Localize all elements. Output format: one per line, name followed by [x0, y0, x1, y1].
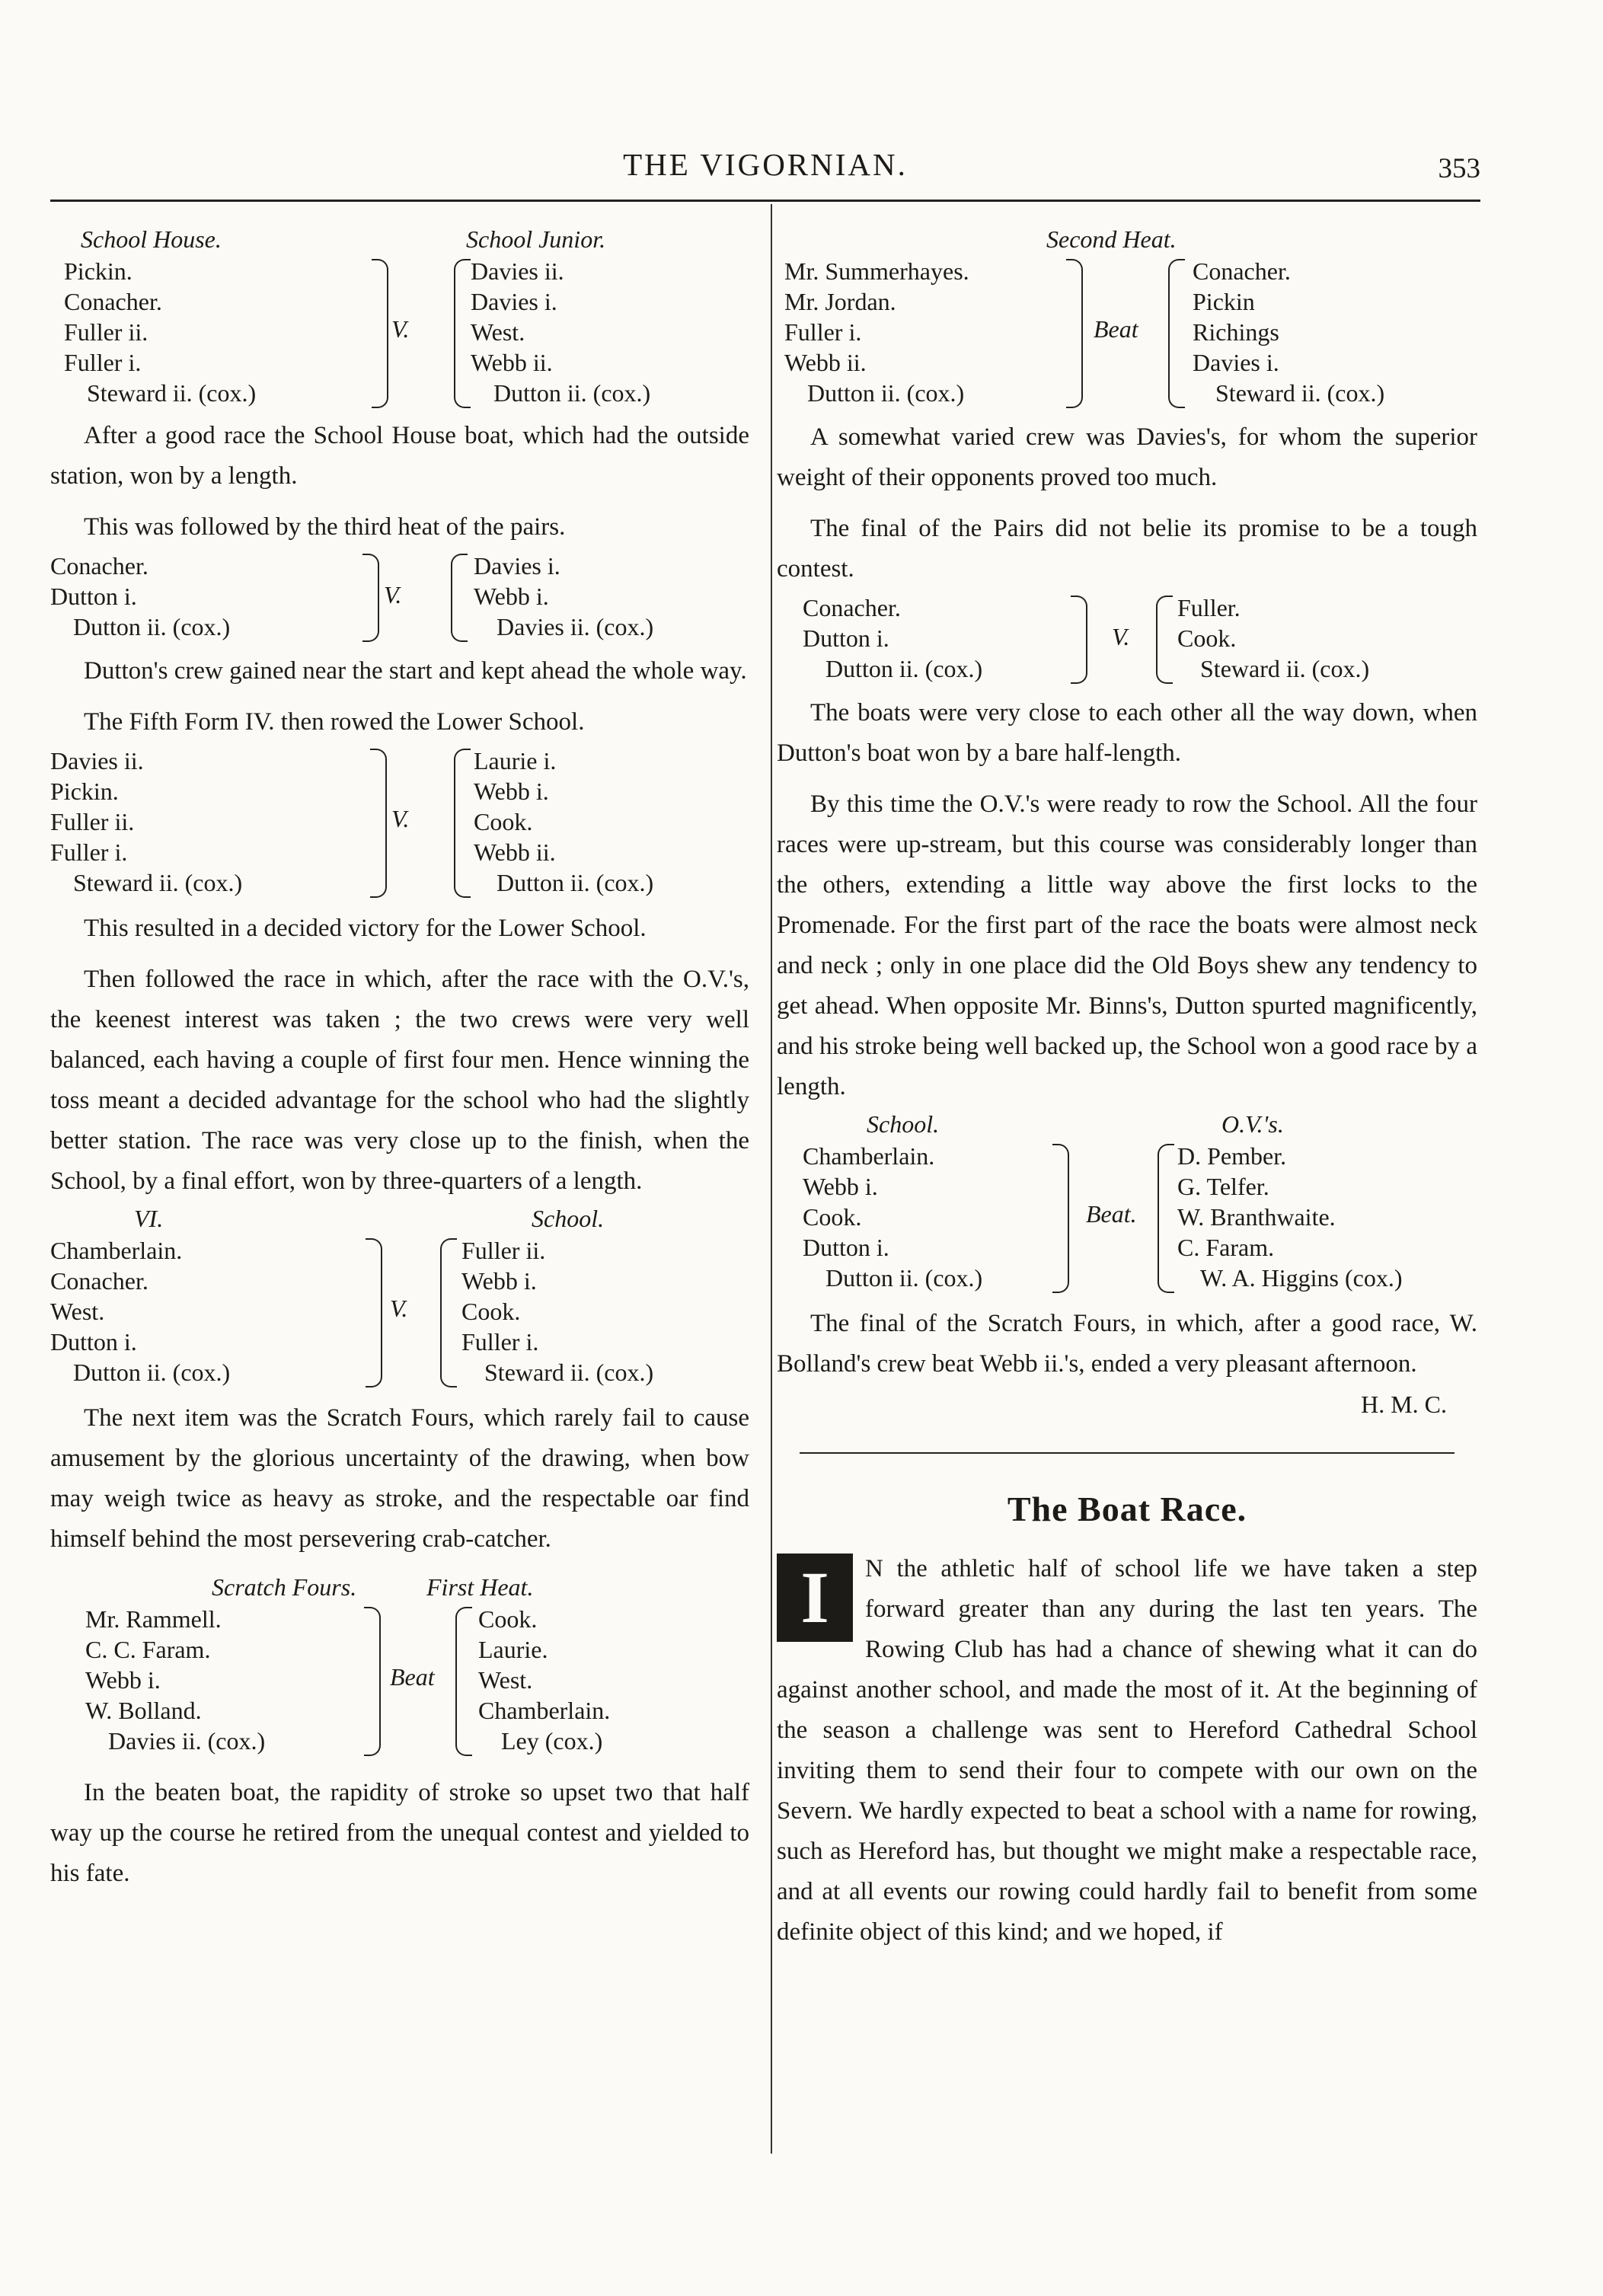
- crew-member: Laurie.: [478, 1636, 548, 1663]
- right-column: [777, 222, 1477, 1953]
- brace: [1158, 1144, 1174, 1293]
- crew-member: Fuller i.: [461, 1328, 539, 1356]
- race-school-vs-old-vigornians: [777, 1110, 1477, 1298]
- left-column: [50, 222, 749, 1894]
- crew-member: Conacher.: [803, 594, 901, 621]
- crew-member: Webb i.: [461, 1267, 537, 1295]
- crew-list: [474, 551, 653, 642]
- running-title: THE VIGORNIAN.: [623, 147, 908, 182]
- paragraph: After a good race the School House boat, which had the outside station, won by a length.: [50, 422, 749, 490]
- crew-member: Mr. Jordan.: [784, 288, 896, 315]
- crew-member: G. Telfer.: [1177, 1173, 1269, 1200]
- paragraph: A somewhat varied crew was Davies's, for whom the superior weight of their opponents proved too much.: [777, 423, 1477, 491]
- race-result: V.: [390, 1295, 408, 1322]
- crew-member: Pickin.: [64, 257, 133, 285]
- crew-list: [1193, 256, 1384, 408]
- crew-heading: School House.: [81, 225, 222, 253]
- crew-member: Fuller ii.: [64, 318, 148, 346]
- crew-heading: School Junior.: [466, 225, 606, 253]
- crew-member: Davies ii.: [471, 257, 564, 285]
- crew-member: Dutton i.: [803, 624, 889, 652]
- crew-member: Davies ii.: [50, 747, 144, 774]
- crew-member: W. Bolland.: [85, 1697, 202, 1724]
- crew-heading: School.: [867, 1110, 940, 1138]
- crew-list: [471, 256, 650, 408]
- crew-member: Webb i.: [474, 778, 549, 805]
- crew-member: Davies i.: [474, 552, 560, 580]
- column-divider: [771, 204, 772, 2154]
- brace: [455, 1607, 472, 1756]
- crew-member: Dutton ii. (cox.): [807, 379, 965, 407]
- crew-member: West.: [50, 1298, 105, 1325]
- crew-member: Davies ii. (cox.): [108, 1727, 266, 1755]
- crew-member: Fuller ii.: [50, 808, 135, 835]
- crew-member: Fuller i.: [64, 349, 142, 376]
- brace: [1066, 259, 1083, 408]
- crew-member: Fuller i.: [50, 838, 128, 866]
- crew-list: [85, 1604, 265, 1756]
- crew-member: Chamberlain.: [478, 1697, 611, 1724]
- race-result: V.: [391, 315, 410, 343]
- crew-member: Steward ii. (cox.): [484, 1359, 654, 1386]
- crew-member: Conacher.: [1193, 257, 1291, 285]
- crew-member: Dutton ii. (cox.): [825, 655, 983, 682]
- paragraph: The boats were very close to each other all the way down, when Dutton's boat won by a bare half-length.: [777, 699, 1477, 767]
- crew-member: Webb i.: [474, 583, 549, 610]
- crew-member: Dutton ii. (cox.): [73, 613, 231, 640]
- paragraph: The final of the Pairs did not belie its promise to be a tough contest.: [777, 515, 1477, 583]
- race-result: Beat.: [1086, 1200, 1137, 1228]
- crew-member: D. Pember.: [1177, 1142, 1287, 1170]
- brace: [440, 1238, 457, 1387]
- crew-list: [1177, 592, 1369, 684]
- brace: [451, 554, 468, 642]
- crew-list: [784, 256, 969, 408]
- crew-member: Davies i.: [1193, 349, 1279, 376]
- crew-member: Fuller.: [1177, 594, 1241, 621]
- crew-member: Dutton ii. (cox.): [825, 1264, 983, 1292]
- crew-list: [803, 1141, 982, 1293]
- crew-member: Dutton ii. (cox.): [73, 1359, 231, 1386]
- brace: [454, 259, 471, 408]
- brace: [366, 1238, 382, 1387]
- crew-member: Conacher.: [64, 288, 162, 315]
- crew-member: W. Branthwaite.: [1177, 1203, 1336, 1231]
- crew-member: West.: [478, 1666, 533, 1694]
- crew-member: Fuller ii.: [461, 1237, 546, 1264]
- crew-member: Cook.: [461, 1298, 521, 1325]
- paragraph: The final of the Scratch Fours, in which, after a good race, W. Bolland's crew beat Webb ii.'s, ended a very pleasant afternoon.: [777, 1310, 1477, 1378]
- race-result: Beat: [390, 1663, 435, 1691]
- crew-list: [474, 746, 653, 898]
- crew-member: Mr. Summerhayes.: [784, 257, 969, 285]
- crew-member: Davies i.: [471, 288, 557, 315]
- crew-member: Webb ii.: [784, 349, 867, 376]
- brace: [370, 749, 387, 898]
- crew-list: [64, 256, 256, 408]
- paragraph: In the beaten boat, the rapidity of stroke so upset two that half way up the course he retired from the unequal contest and yielded to his fate.: [50, 1779, 749, 1887]
- crew-heading: O.V.'s.: [1221, 1110, 1284, 1138]
- race-scratch-fours-second-heat: [777, 225, 1477, 411]
- race-school-house-vs-school-junior: [50, 225, 749, 410]
- race-scratch-fours-first-heat: [50, 1573, 749, 1767]
- brace: [1052, 1144, 1069, 1293]
- paragraph: The next item was the Scratch Fours, which rarely fail to cause amusement by the glorious uncertainty of the drawing, when bow may weigh twice as heavy as stroke, and the respectable oar find himself behind the most persevering crab-catcher.: [50, 1404, 749, 1553]
- paragraph: This resulted in a decided victory for the Lower School.: [84, 915, 647, 942]
- crew-member: Webb i.: [803, 1173, 878, 1200]
- paragraph: N the athletic half of school life we have taken a step forward greater than any during the last ten years. The Rowing Club has had a chance of shewing what it can do against another school, and made the most of it. At the beginning of the season a challenge was sent to Hereford Cathedral School inviting them to send their four to compete with our own on the Severn. We hardly expected to beat a school with a name for rowing, such as Hereford has, but thought we might make a respectable race, and at all events our rowing could hardly fail to benefit from some definite object of this kind; and we hoped, if: [777, 1555, 1477, 1946]
- crew-member: W. A. Higgins (cox.): [1200, 1264, 1403, 1292]
- brace: [1156, 596, 1173, 684]
- crew-member: Conacher.: [50, 552, 148, 580]
- crew-member: Dutton ii. (cox.): [497, 869, 654, 896]
- crew-member: Ley (cox.): [501, 1727, 603, 1755]
- crew-member: Cook.: [803, 1203, 862, 1231]
- crew-heading: Second Heat.: [1046, 225, 1177, 253]
- crew-list: [50, 746, 242, 898]
- crew-member: West.: [471, 318, 525, 346]
- crew-member: C. C. Faram.: [85, 1636, 211, 1663]
- crew-member: Dutton i.: [50, 1328, 137, 1356]
- paragraph: Then followed the race in which, after the race with the O.V.'s, the keenest interest was taken ; the two crews were very well balanced, each having a couple of first four men. Hence winning the toss meant a decided advantage for the school who had the slightly better station. The race was very close up to the finish, when the School, by a final effort, won by three-quarters of a length.: [50, 966, 749, 1195]
- drop-cap: I: [777, 1554, 853, 1642]
- crew-member: Cook.: [1177, 624, 1237, 652]
- crew-member: Conacher.: [50, 1267, 148, 1295]
- race-result: V.: [391, 805, 410, 832]
- crew-member: Pickin: [1193, 288, 1255, 315]
- crew-member: Chamberlain.: [803, 1142, 935, 1170]
- race-result: V.: [384, 581, 402, 608]
- author-initials: H. M. C.: [1361, 1391, 1447, 1418]
- crew-member: Chamberlain.: [50, 1237, 183, 1264]
- crew-member: Cook.: [474, 808, 533, 835]
- crew-member: Steward ii. (cox.): [1215, 379, 1385, 407]
- race-sixth-vs-school: [50, 1205, 749, 1392]
- article-body: [777, 1549, 1477, 1953]
- race-fifth-form-vs-lower-school: [50, 746, 749, 902]
- crew-member: Webb ii.: [474, 838, 556, 866]
- section-title: The Boat Race.: [1007, 1490, 1247, 1528]
- crew-member: Fuller i.: [784, 318, 862, 346]
- race-pairs-final: [777, 592, 1477, 687]
- crew-member: Laurie i.: [474, 747, 557, 774]
- brace: [1168, 259, 1185, 408]
- crew-member: Cook.: [478, 1605, 538, 1633]
- race-pairs-third-heat: [50, 551, 749, 645]
- crew-heading: Scratch Fours.: [212, 1573, 357, 1601]
- crew-member: Steward ii. (cox.): [1200, 655, 1370, 682]
- brace: [372, 259, 388, 408]
- crew-list: [1177, 1141, 1402, 1293]
- crew-member: Mr. Rammell.: [85, 1605, 222, 1633]
- paragraph: Dutton's crew gained near the start and kept ahead the whole way.: [84, 657, 747, 685]
- crew-member: Pickin.: [50, 778, 119, 805]
- crew-list: [478, 1604, 610, 1756]
- crew-member: Steward ii. (cox.): [87, 379, 257, 407]
- paragraph: By this time the O.V.'s were ready to row the School. All the four races were up-stream, but this course was considerably longer than the others, extending a little way above the first locks to the Promenade. For the first part of the race the boats were almost neck and neck ; only in one place did the Old Boys shew any tendency to get ahead. When opposite Mr. Binns's, Dutton spurted magnificently, and his stroke being well backed up, the School won a good race by a length.: [777, 790, 1477, 1100]
- crew-heading: First Heat.: [426, 1573, 534, 1601]
- crew-member: Webb ii.: [471, 349, 553, 376]
- header-rule: [50, 200, 1480, 202]
- crew-list: [50, 1235, 230, 1387]
- crew-member: Dutton i.: [803, 1234, 889, 1261]
- crew-member: Richings: [1193, 318, 1279, 346]
- section-divider: [800, 1452, 1455, 1454]
- crew-list: [50, 551, 230, 642]
- crew-member: Dutton i.: [50, 583, 137, 610]
- crew-list: [803, 592, 982, 684]
- brace: [454, 749, 471, 898]
- crew-member: Webb i.: [85, 1666, 161, 1694]
- crew-member: Davies ii. (cox.): [497, 613, 654, 640]
- brace: [364, 1607, 381, 1756]
- race-result: Beat: [1094, 315, 1138, 343]
- paragraph: The Fifth Form IV. then rowed the Lower School.: [84, 708, 585, 736]
- crew-member: C. Faram.: [1177, 1234, 1275, 1261]
- crew-heading: School.: [532, 1205, 605, 1232]
- page-number: 353: [1438, 153, 1480, 184]
- page-header: [50, 146, 1480, 190]
- race-result: V.: [1112, 623, 1130, 650]
- crew-list: [461, 1235, 653, 1387]
- crew-heading: VI.: [134, 1205, 164, 1232]
- paragraph: This was followed by the third heat of the pairs.: [84, 513, 566, 541]
- brace: [362, 554, 379, 642]
- crew-member: Steward ii. (cox.): [73, 869, 243, 896]
- brace: [1071, 596, 1087, 684]
- crew-member: Dutton ii. (cox.): [493, 379, 651, 407]
